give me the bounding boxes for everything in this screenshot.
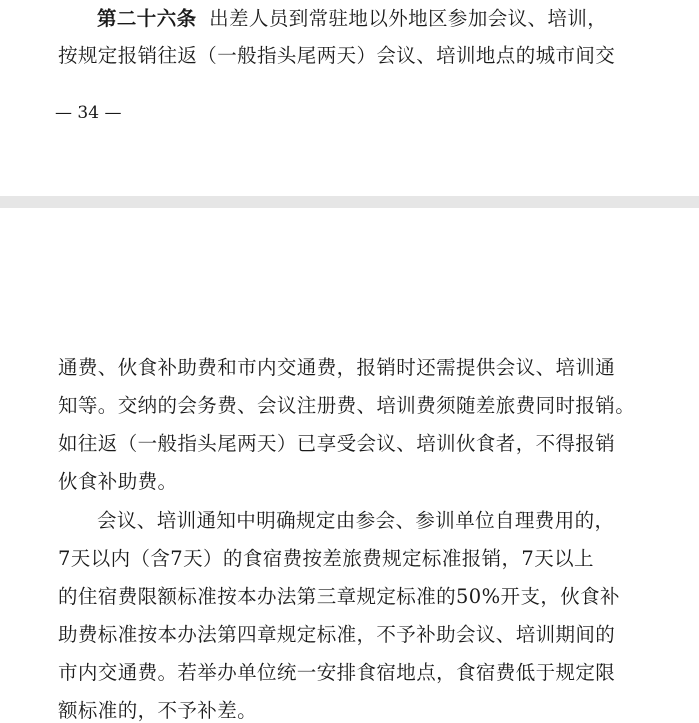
- article-26-second-line: 按规定报销往返（一般指头尾两天）会议、培训地点的城市间交: [58, 44, 616, 67]
- page-number: — 34 —: [55, 103, 122, 123]
- paragraph-2-line-2: 7天以内（含7天）的食宿费按差旅费规定标准报销，7天以上: [58, 547, 594, 570]
- document-page-top: [0, 0, 699, 196]
- document-page-bottom: [0, 208, 699, 721]
- paragraph-1-line-3: 如往返（一般指头尾两天）已享受会议、培训伙食者，不得报销: [58, 432, 616, 455]
- paragraph-2-line-6: 额标准的，不予补差。: [58, 699, 258, 722]
- article-text: 出差人员到常驻地以外地区参加会议、培训，: [209, 7, 608, 30]
- paragraph-1-line-1: 通费、伙食补助费和市内交通费，报销时还需提供会议、培训通: [58, 356, 616, 379]
- paragraph-2-line-5: 市内交通费。若举办单位统一安排食宿地点，食宿费低于规定限: [58, 661, 616, 684]
- article-26-first-line: [58, 7, 697, 31]
- paragraph-1-line-4: 伙食补助费。: [58, 470, 178, 493]
- paragraph-2-line-1: 会议、培训通知中明确规定由参会、参训单位自理费用的，: [97, 509, 615, 532]
- paragraph-1-line-2: 知等。交纳的会务费、会议注册费、培训费须随差旅费同时报销。: [58, 394, 636, 417]
- article-number: 第二十六条: [97, 7, 197, 30]
- paragraph-2-line-4: 助费标准按本办法第四章规定标准，不予补助会议、培训期间的: [58, 623, 616, 646]
- paragraph-2-line-3: 的住宿费限额标准按本办法第三章规定标准的50%开支，伙食补: [58, 585, 620, 608]
- page-separator: [0, 196, 699, 208]
